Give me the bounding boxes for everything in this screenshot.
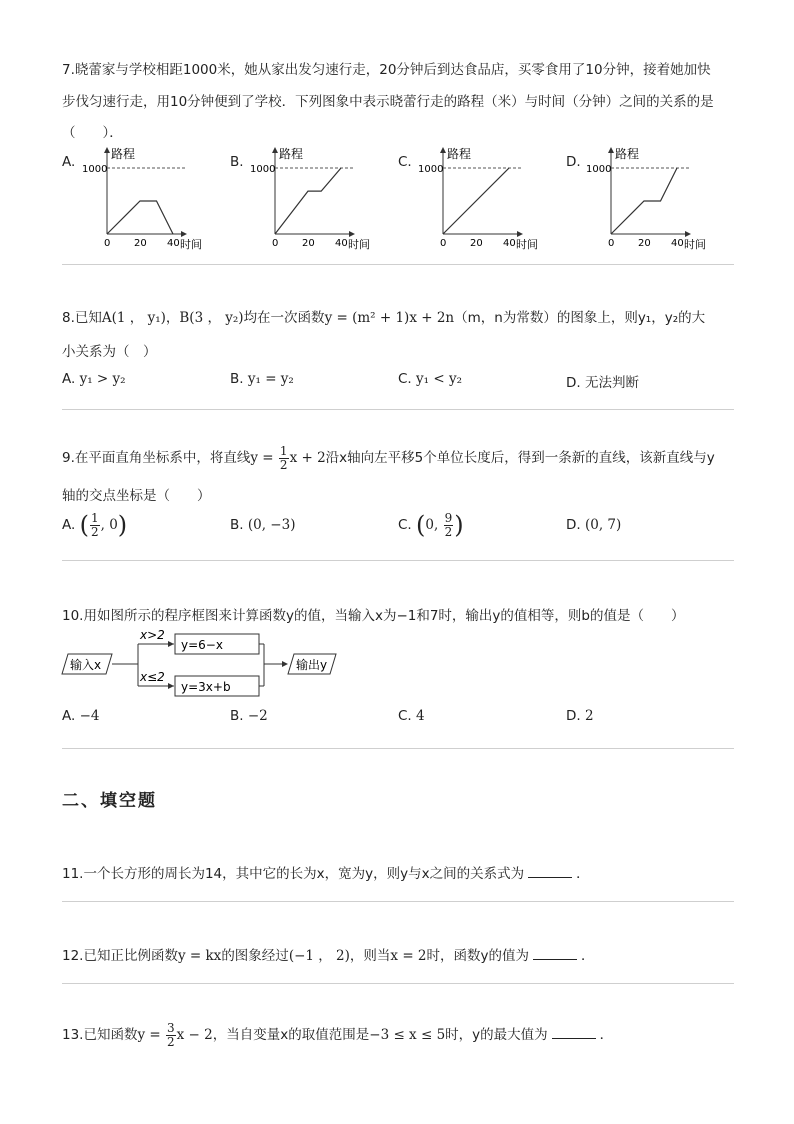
q9-tail: 沿x轴向左平移5个单位长度后，得到一条新的直线，该新直线与y [325, 450, 715, 466]
q8-point-b: B(3 ， y₂) [179, 310, 244, 326]
q8-function: y = (m² + 1)x + 2n [324, 310, 455, 326]
q9-option-d[interactable] [566, 517, 621, 533]
q7-line3: （ ）． [62, 125, 123, 141]
x-tick-label: 20 [134, 238, 147, 249]
divider [62, 983, 734, 984]
q12-end: ． [581, 948, 595, 964]
q7-graph-d [586, 142, 716, 250]
arrow-icon [349, 231, 355, 237]
condition-top: x>2 [140, 628, 165, 642]
q11-end: ． [576, 866, 590, 882]
option-label: B. [230, 371, 244, 387]
x-tick-label: 0 [608, 238, 615, 249]
q12-text-c: ，则当 [349, 948, 391, 964]
denominator: 2 [279, 457, 288, 472]
option-label: A. [62, 517, 76, 533]
q12-text-d: 时，函数y的值为 [426, 948, 530, 964]
denominator: 2 [167, 1034, 175, 1049]
distance-time-line [275, 168, 341, 234]
q10-option-a[interactable] [62, 708, 100, 724]
y-tick-label: 1000 [418, 164, 444, 175]
option-text: (0, 7) [584, 517, 622, 533]
q13-func-lhs: y = [137, 1027, 161, 1043]
option-text: y₁ < y₂ [416, 371, 462, 387]
q11-text: 11.一个长方形的周长为14，其中它的长为x，宽为y，则y与x之间的关系式为 [62, 866, 525, 882]
arrow-icon [168, 641, 174, 647]
option-text: y₁ = y₂ [247, 371, 294, 387]
q8-mid: 均在一次函数 [243, 310, 325, 326]
x-tick-label: 20 [470, 238, 483, 249]
y-axis-label: 路程 [447, 147, 472, 161]
q7-graph-c [418, 142, 548, 250]
q7-option-label[interactable]: C. [398, 154, 412, 170]
option-text: −2 [247, 708, 268, 724]
q12-text-b: 的图象经过 [221, 948, 289, 964]
process-top-label: y=6−x [181, 638, 223, 652]
option-text: (0, −3) [247, 517, 296, 533]
q13-text-c: 时，y的最大值为 [445, 1027, 548, 1043]
q13-func-rhs: x − 2 [176, 1027, 213, 1043]
x-tick-label: 0 [272, 238, 279, 249]
q13-text-b: ，当自变量x的取值范围是 [212, 1027, 370, 1043]
numerator: 9 [444, 510, 453, 525]
distance-time-line [443, 168, 509, 234]
numerator: 3 [167, 1020, 175, 1035]
x-axis-label: 时间 [348, 238, 370, 250]
paren-open: ( [79, 511, 89, 539]
q7-option-label[interactable]: A. [62, 154, 76, 170]
section-title: 二、填空题 [62, 791, 157, 811]
q10-option-c[interactable] [398, 708, 425, 724]
denominator: 2 [444, 524, 453, 539]
q8-option-c[interactable] [398, 371, 462, 387]
arrow-icon [608, 147, 614, 153]
arrow-icon [272, 147, 278, 153]
q12-line [62, 944, 595, 964]
denominator: 2 [90, 524, 99, 539]
process-bottom-label: y=3x+b [181, 680, 231, 694]
q9-prefix: 9.在平面直角坐标系中，将直线 [62, 450, 251, 466]
q13-end: ． [599, 1027, 614, 1043]
option-label: C. [398, 371, 412, 387]
q8-option-a[interactable] [62, 371, 126, 387]
option-label: A. [62, 371, 76, 387]
option-text: −4 [79, 708, 100, 724]
arrow-icon [282, 661, 288, 667]
x-tick-label: 40 [335, 238, 348, 249]
q12-text-a: 12.已知正比例函数 [62, 948, 178, 964]
q12-point: (−1 ， 2) [288, 948, 350, 964]
option-text: y₁ > y₂ [79, 371, 126, 387]
answer-blank[interactable] [533, 948, 577, 960]
option-text: 2 [584, 708, 594, 724]
distance-time-line [611, 168, 677, 234]
q10-text: 10.用如图所示的程序框图来计算函数y的值，当输入x为−1和7时，输出y的值相等，则b的值是（ ） [62, 608, 685, 624]
option-label: D. [566, 708, 581, 724]
q7-line2: 步伐匀速行走，用10分钟便到了学校．下列图象中表示晓蕾行走的路程（米）与时间（分钟）之间的关系的是 [62, 94, 714, 110]
divider [62, 901, 734, 902]
x-tick-label: 0 [440, 238, 447, 249]
q9-func-lhs: y = [250, 450, 274, 466]
divider [62, 264, 734, 265]
numerator: 1 [90, 510, 99, 525]
q9-line1 [62, 443, 715, 473]
q12-func: y = kx [177, 948, 222, 964]
input-label: 输入x [70, 658, 102, 672]
x-tick-label: 20 [302, 238, 315, 249]
condition-bottom: x≤2 [140, 670, 165, 684]
y-axis-label: 路程 [615, 147, 640, 161]
divider [62, 409, 734, 410]
q8-tail: （m，n为常数）的图象上，则y₁，y₂的大 [454, 310, 706, 326]
distance-time-line [107, 201, 173, 234]
y-tick-label: 1000 [82, 164, 108, 175]
option-text: 0, [425, 517, 439, 533]
q7-line1: 7.晓蕾家与学校相距1000米，她从家出发匀速行走，20分钟后到达食品店，买零食用了10分钟，接着她加快 [62, 62, 711, 78]
q13-fraction [166, 1022, 176, 1049]
q9-c-fraction [444, 512, 454, 539]
q10-flowchart [60, 624, 350, 706]
q9-option-b[interactable] [230, 517, 295, 533]
option-text: , 0 [100, 517, 118, 533]
answer-blank[interactable] [528, 866, 572, 878]
q8-point-a: A(1 ， y₁) [101, 310, 166, 326]
q9-fraction [279, 445, 289, 472]
x-tick-label: 0 [104, 238, 111, 249]
option-label: D. [566, 375, 581, 391]
option-label: A. [62, 708, 76, 724]
answer-blank[interactable] [552, 1027, 596, 1039]
x-tick-label: 40 [671, 238, 684, 249]
paren-open: ( [416, 511, 426, 539]
q9-func-rhs: x + 2 [289, 450, 326, 466]
q8-option-b[interactable] [230, 371, 294, 387]
q9-a-fraction [90, 512, 100, 539]
q8-prefix: 8.已知 [62, 310, 102, 326]
q9-option-a[interactable] [62, 510, 127, 540]
q8-sep: ， [165, 310, 180, 326]
option-text: 4 [416, 708, 425, 724]
y-axis-label: 路程 [279, 147, 304, 161]
x-tick-label: 20 [638, 238, 651, 249]
x-axis-label: 时间 [516, 238, 538, 250]
arrow-icon [168, 683, 174, 689]
q7-graph-a [82, 142, 212, 250]
output-label: 输出y [296, 658, 328, 672]
q7-graph-b [250, 142, 380, 250]
q13-range: −3 ≤ x ≤ 5 [369, 1027, 446, 1043]
y-axis-label: 路程 [111, 147, 136, 161]
q9-option-c[interactable] [398, 510, 464, 540]
option-label: D. [566, 517, 581, 533]
q8-line1 [62, 306, 705, 326]
q8-line2: 小关系为（ ） [62, 344, 157, 360]
q9-line2: 轴的交点坐标是（ ） [62, 488, 211, 504]
y-tick-label: 1000 [250, 164, 276, 175]
arrow-icon [104, 147, 110, 153]
q8-option-d[interactable] [566, 371, 639, 391]
numerator: 1 [279, 443, 288, 458]
option-label: B. [230, 708, 244, 724]
arrow-icon [181, 231, 187, 237]
arrow-icon [517, 231, 523, 237]
divider [62, 748, 734, 749]
q13-line [62, 1020, 613, 1050]
q12-cond: x = 2 [390, 948, 427, 964]
option-label: B. [230, 517, 244, 533]
divider [62, 560, 734, 561]
arrow-icon [440, 147, 446, 153]
option-label: C. [398, 517, 412, 533]
x-tick-label: 40 [503, 238, 516, 249]
option-text: 无法判断 [584, 375, 639, 391]
q10-option-d[interactable] [566, 708, 594, 724]
paren-close: ) [117, 511, 128, 539]
q13-text-a: 13.已知函数 [62, 1027, 138, 1043]
x-axis-label: 时间 [180, 238, 202, 250]
paren-close: ) [454, 511, 464, 539]
q10-option-b[interactable] [230, 708, 268, 724]
option-label: C. [398, 708, 412, 724]
q11-line [62, 862, 590, 882]
q7-option-label[interactable]: D. [566, 154, 581, 170]
arrow-icon [685, 231, 691, 237]
x-tick-label: 40 [167, 238, 180, 249]
x-axis-label: 时间 [684, 238, 706, 250]
q7-option-label[interactable]: B. [230, 154, 244, 170]
y-tick-label: 1000 [586, 164, 612, 175]
